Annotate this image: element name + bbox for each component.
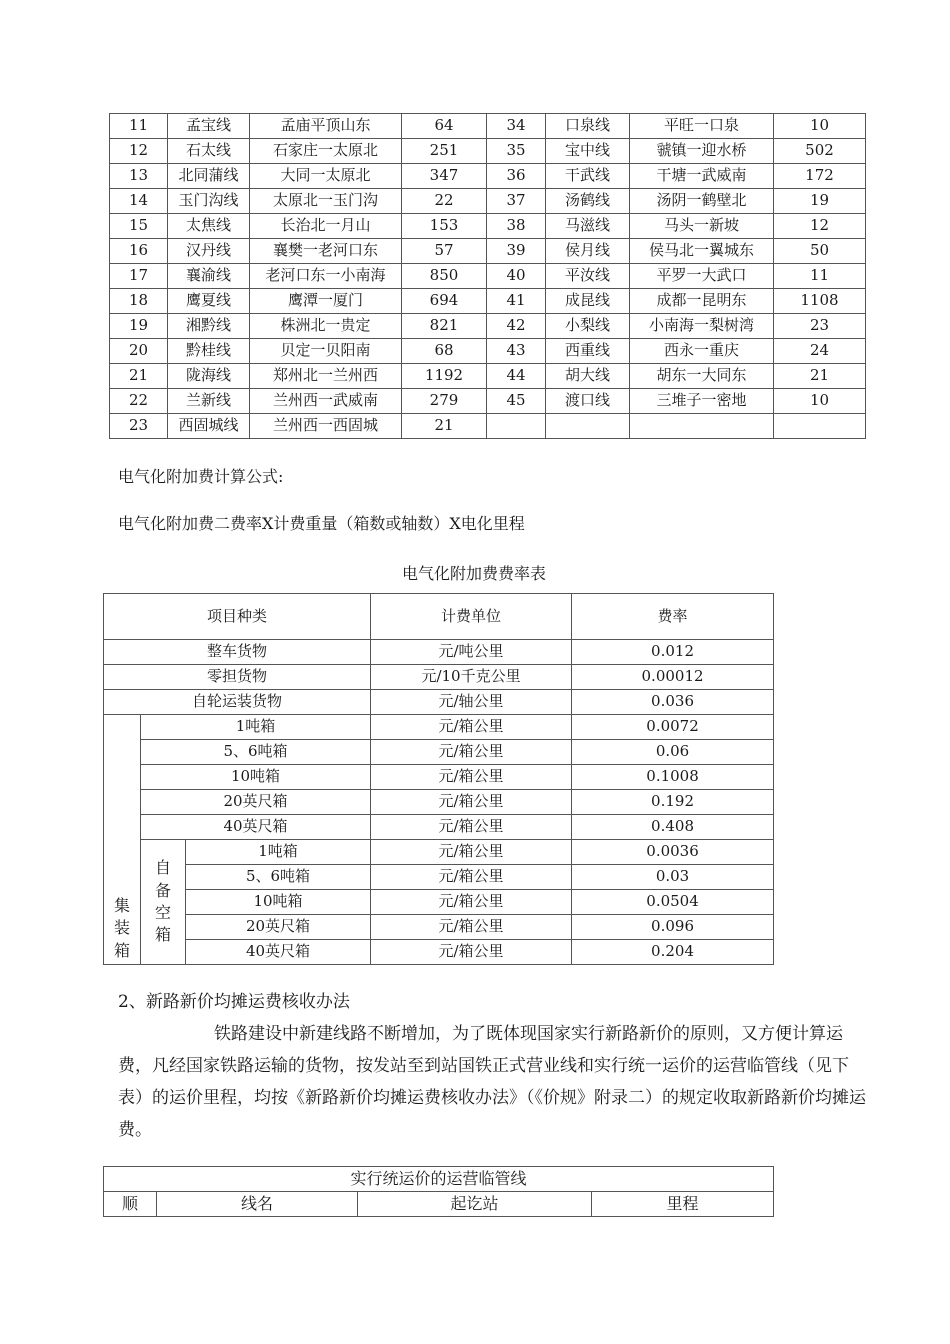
railway-lines-body bbox=[110, 114, 866, 439]
rate-row bbox=[104, 790, 774, 815]
line-km: 11 bbox=[774, 264, 866, 289]
rate-item: 自轮运装货物 bbox=[104, 690, 371, 715]
line-stations: 侯马北一翼城东 bbox=[630, 239, 774, 264]
rate-unit: 元/箱公里 bbox=[371, 815, 572, 840]
rate-row bbox=[104, 940, 774, 965]
line-stations: 石家庄一太原北 bbox=[250, 139, 402, 164]
line-row bbox=[110, 214, 866, 239]
rate-row bbox=[104, 815, 774, 840]
rate-unit: 元/箱公里 bbox=[371, 865, 572, 890]
temp-table-title: 实行统运价的运营临管线 bbox=[104, 1167, 774, 1192]
rate-unit: 元/吨公里 bbox=[371, 640, 572, 665]
line-name: 口泉线 bbox=[546, 114, 630, 139]
rate-value: 0.03 bbox=[572, 865, 774, 890]
line-km: 12 bbox=[774, 214, 866, 239]
line-stations: 兰州西一武威南 bbox=[250, 389, 402, 414]
line-row bbox=[110, 289, 866, 314]
rate-unit: 元/箱公里 bbox=[371, 840, 572, 865]
line-km: 68 bbox=[402, 339, 487, 364]
rate-item: 20英尺箱 bbox=[141, 790, 371, 815]
temp-header-stations: 起讫站 bbox=[358, 1192, 592, 1217]
rate-unit: 元/箱公里 bbox=[371, 890, 572, 915]
line-stations bbox=[630, 414, 774, 439]
line-name: 干武线 bbox=[546, 164, 630, 189]
line-stations: 西永一重庆 bbox=[630, 339, 774, 364]
line-no: 18 bbox=[110, 289, 168, 314]
line-name: 黔桂线 bbox=[168, 339, 250, 364]
line-no: 36 bbox=[487, 164, 546, 189]
rate-item: 1吨箱 bbox=[141, 715, 371, 740]
line-km: 10 bbox=[774, 389, 866, 414]
line-name: 渡口线 bbox=[546, 389, 630, 414]
line-stations: 孟庙平顶山东 bbox=[250, 114, 402, 139]
line-no: 34 bbox=[487, 114, 546, 139]
rate-value: 0.408 bbox=[572, 815, 774, 840]
line-no: 42 bbox=[487, 314, 546, 339]
line-name: 平汝线 bbox=[546, 264, 630, 289]
rate-item: 10吨箱 bbox=[141, 765, 371, 790]
line-stations: 小南海一梨树湾 bbox=[630, 314, 774, 339]
line-km: 64 bbox=[402, 114, 487, 139]
line-no: 44 bbox=[487, 364, 546, 389]
line-km: 821 bbox=[402, 314, 487, 339]
line-no: 45 bbox=[487, 389, 546, 414]
line-row bbox=[110, 239, 866, 264]
line-km: 251 bbox=[402, 139, 487, 164]
rate-value: 0.0036 bbox=[572, 840, 774, 865]
rate-value: 0.0072 bbox=[572, 715, 774, 740]
line-stations: 株洲北一贵定 bbox=[250, 314, 402, 339]
line-stations: 鹰潭一厦门 bbox=[250, 289, 402, 314]
rate-value: 0.1008 bbox=[572, 765, 774, 790]
line-no: 20 bbox=[110, 339, 168, 364]
line-no: 23 bbox=[110, 414, 168, 439]
rate-value: 0.204 bbox=[572, 940, 774, 965]
line-name: 西固城线 bbox=[168, 414, 250, 439]
line-stations: 干塘一武威南 bbox=[630, 164, 774, 189]
rate-row bbox=[104, 690, 774, 715]
rate-item: 10吨箱 bbox=[186, 890, 371, 915]
rate-item: 40英尺箱 bbox=[141, 815, 371, 840]
rate-unit: 元/箱公里 bbox=[371, 715, 572, 740]
line-no: 37 bbox=[487, 189, 546, 214]
temp-header-no: 顺 bbox=[104, 1192, 157, 1217]
line-stations: 平旺一口泉 bbox=[630, 114, 774, 139]
line-no: 16 bbox=[110, 239, 168, 264]
line-name: 太焦线 bbox=[168, 214, 250, 239]
line-name: 西重线 bbox=[546, 339, 630, 364]
line-name: 兰新线 bbox=[168, 389, 250, 414]
line-no: 14 bbox=[110, 189, 168, 214]
temp-header-name: 线名 bbox=[157, 1192, 358, 1217]
line-name: 小梨线 bbox=[546, 314, 630, 339]
line-km: 172 bbox=[774, 164, 866, 189]
line-name: 湘黔线 bbox=[168, 314, 250, 339]
line-km: 502 bbox=[774, 139, 866, 164]
temp-table-title-row bbox=[104, 1167, 774, 1192]
rate-value: 0.00012 bbox=[572, 665, 774, 690]
line-no: 17 bbox=[110, 264, 168, 289]
line-name bbox=[546, 414, 630, 439]
line-name: 孟宝线 bbox=[168, 114, 250, 139]
header-rate: 费率 bbox=[572, 594, 774, 640]
container-group-text: 集 装 箱 bbox=[113, 895, 130, 960]
line-no: 11 bbox=[110, 114, 168, 139]
line-stations: 老河口东一小南海 bbox=[250, 264, 402, 289]
line-row bbox=[110, 314, 866, 339]
line-no: 40 bbox=[487, 264, 546, 289]
line-stations: 虢镇一迎水桥 bbox=[630, 139, 774, 164]
line-row bbox=[110, 414, 866, 439]
line-no: 15 bbox=[110, 214, 168, 239]
line-no: 12 bbox=[110, 139, 168, 164]
line-km: 57 bbox=[402, 239, 487, 264]
line-km: 23 bbox=[774, 314, 866, 339]
rate-value: 0.012 bbox=[572, 640, 774, 665]
line-stations: 胡东一大同东 bbox=[630, 364, 774, 389]
section-2-paragraph: 铁路建设中新建线路不断增加，为了既体现国家实行新路新价的原则，又方便计算运费，凡经国家铁路运输的货物，按发站至到站国铁正式营业线和实行统一运价的运营临管线（见下表）的运价里程，均按《新路新价均摊运费核收办法》（《价规》附录二）的规定收取新路新价均摊运费。 bbox=[118, 1024, 866, 1140]
line-name: 马滋线 bbox=[546, 214, 630, 239]
rate-item: 零担货物 bbox=[104, 665, 371, 690]
rate-unit: 元/箱公里 bbox=[371, 740, 572, 765]
line-no: 43 bbox=[487, 339, 546, 364]
section-2-heading: 2、新路新价均摊运费核收办法 bbox=[118, 992, 350, 1012]
line-km: 19 bbox=[774, 189, 866, 214]
rate-row bbox=[104, 840, 774, 865]
line-name: 宝中线 bbox=[546, 139, 630, 164]
formula-heading: 电气化附加费计算公式: bbox=[118, 467, 284, 486]
rate-item: 5、6吨箱 bbox=[141, 740, 371, 765]
own-empty-group-text: 自 备 空 箱 bbox=[154, 858, 171, 945]
line-stations: 平罗一大武口 bbox=[630, 264, 774, 289]
line-name: 汉丹线 bbox=[168, 239, 250, 264]
line-row bbox=[110, 264, 866, 289]
line-no: 35 bbox=[487, 139, 546, 164]
line-km: 10 bbox=[774, 114, 866, 139]
temporary-lines-table bbox=[103, 1166, 774, 1217]
line-no: 39 bbox=[487, 239, 546, 264]
line-km: 50 bbox=[774, 239, 866, 264]
rate-row bbox=[104, 640, 774, 665]
rate-table-header-row bbox=[104, 594, 774, 640]
line-stations: 汤阴一鹤壁北 bbox=[630, 189, 774, 214]
rate-value: 0.06 bbox=[572, 740, 774, 765]
rate-value: 0.096 bbox=[572, 915, 774, 940]
line-km: 21 bbox=[774, 364, 866, 389]
rate-item: 20英尺箱 bbox=[186, 915, 371, 940]
line-km: 850 bbox=[402, 264, 487, 289]
rate-row bbox=[104, 765, 774, 790]
rate-row bbox=[104, 915, 774, 940]
rate-row bbox=[104, 865, 774, 890]
line-name: 汤鹤线 bbox=[546, 189, 630, 214]
line-stations: 贝定一贝阳南 bbox=[250, 339, 402, 364]
line-stations: 太原北一玉门沟 bbox=[250, 189, 402, 214]
line-km: 1108 bbox=[774, 289, 866, 314]
line-stations: 大同一太原北 bbox=[250, 164, 402, 189]
line-name: 陇海线 bbox=[168, 364, 250, 389]
line-km: 22 bbox=[402, 189, 487, 214]
container-group-label bbox=[104, 715, 141, 965]
line-row bbox=[110, 389, 866, 414]
rate-row bbox=[104, 665, 774, 690]
header-item: 项目种类 bbox=[104, 594, 371, 640]
line-km bbox=[774, 414, 866, 439]
line-no: 41 bbox=[487, 289, 546, 314]
rate-item: 40英尺箱 bbox=[186, 940, 371, 965]
line-km: 1192 bbox=[402, 364, 487, 389]
electrification-rate-table bbox=[103, 593, 774, 965]
line-row bbox=[110, 139, 866, 164]
line-stations: 兰州西一西固城 bbox=[250, 414, 402, 439]
line-row bbox=[110, 339, 866, 364]
line-name: 鹰夏线 bbox=[168, 289, 250, 314]
rate-item: 5、6吨箱 bbox=[186, 865, 371, 890]
line-row bbox=[110, 364, 866, 389]
line-name: 襄渝线 bbox=[168, 264, 250, 289]
rate-value: 0.192 bbox=[572, 790, 774, 815]
own-empty-group-label bbox=[141, 840, 186, 965]
line-row bbox=[110, 189, 866, 214]
formula-text: 电气化附加费二费率X计费重量（箱数或轴数）X电化里程 bbox=[118, 514, 525, 533]
line-no: 13 bbox=[110, 164, 168, 189]
rate-value: 0.0504 bbox=[572, 890, 774, 915]
line-no bbox=[487, 414, 546, 439]
header-unit: 计费单位 bbox=[371, 594, 572, 640]
rate-unit: 元/10千克公里 bbox=[371, 665, 572, 690]
rate-item: 整车货物 bbox=[104, 640, 371, 665]
rate-unit: 元/箱公里 bbox=[371, 915, 572, 940]
rate-row bbox=[104, 715, 774, 740]
rate-item: 1吨箱 bbox=[186, 840, 371, 865]
line-km: 153 bbox=[402, 214, 487, 239]
line-stations: 襄樊一老河口东 bbox=[250, 239, 402, 264]
line-km: 279 bbox=[402, 389, 487, 414]
line-stations: 成都一昆明东 bbox=[630, 289, 774, 314]
line-stations: 长治北一月山 bbox=[250, 214, 402, 239]
line-name: 石太线 bbox=[168, 139, 250, 164]
line-km: 24 bbox=[774, 339, 866, 364]
line-km: 694 bbox=[402, 289, 487, 314]
line-row bbox=[110, 164, 866, 189]
line-row bbox=[110, 114, 866, 139]
temp-table-header-row bbox=[104, 1192, 774, 1217]
line-stations: 马头一新坡 bbox=[630, 214, 774, 239]
line-no: 38 bbox=[487, 214, 546, 239]
rate-unit: 元/轴公里 bbox=[371, 690, 572, 715]
rate-unit: 元/箱公里 bbox=[371, 790, 572, 815]
line-no: 22 bbox=[110, 389, 168, 414]
line-no: 19 bbox=[110, 314, 168, 339]
rate-row bbox=[104, 890, 774, 915]
line-stations: 三堆子一密地 bbox=[630, 389, 774, 414]
line-name: 玉门沟线 bbox=[168, 189, 250, 214]
rate-row bbox=[104, 740, 774, 765]
line-name: 北同蒲线 bbox=[168, 164, 250, 189]
line-km: 21 bbox=[402, 414, 487, 439]
line-name: 侯月线 bbox=[546, 239, 630, 264]
temp-header-km: 里程 bbox=[592, 1192, 774, 1217]
line-km: 347 bbox=[402, 164, 487, 189]
railway-lines-table bbox=[109, 113, 866, 439]
rate-unit: 元/箱公里 bbox=[371, 765, 572, 790]
line-name: 胡大线 bbox=[546, 364, 630, 389]
rate-table-title: 电气化附加费费率表 bbox=[402, 564, 547, 583]
rate-unit: 元/箱公里 bbox=[371, 940, 572, 965]
line-name: 成昆线 bbox=[546, 289, 630, 314]
rate-value: 0.036 bbox=[572, 690, 774, 715]
line-stations: 郑州北一兰州西 bbox=[250, 364, 402, 389]
line-no: 21 bbox=[110, 364, 168, 389]
